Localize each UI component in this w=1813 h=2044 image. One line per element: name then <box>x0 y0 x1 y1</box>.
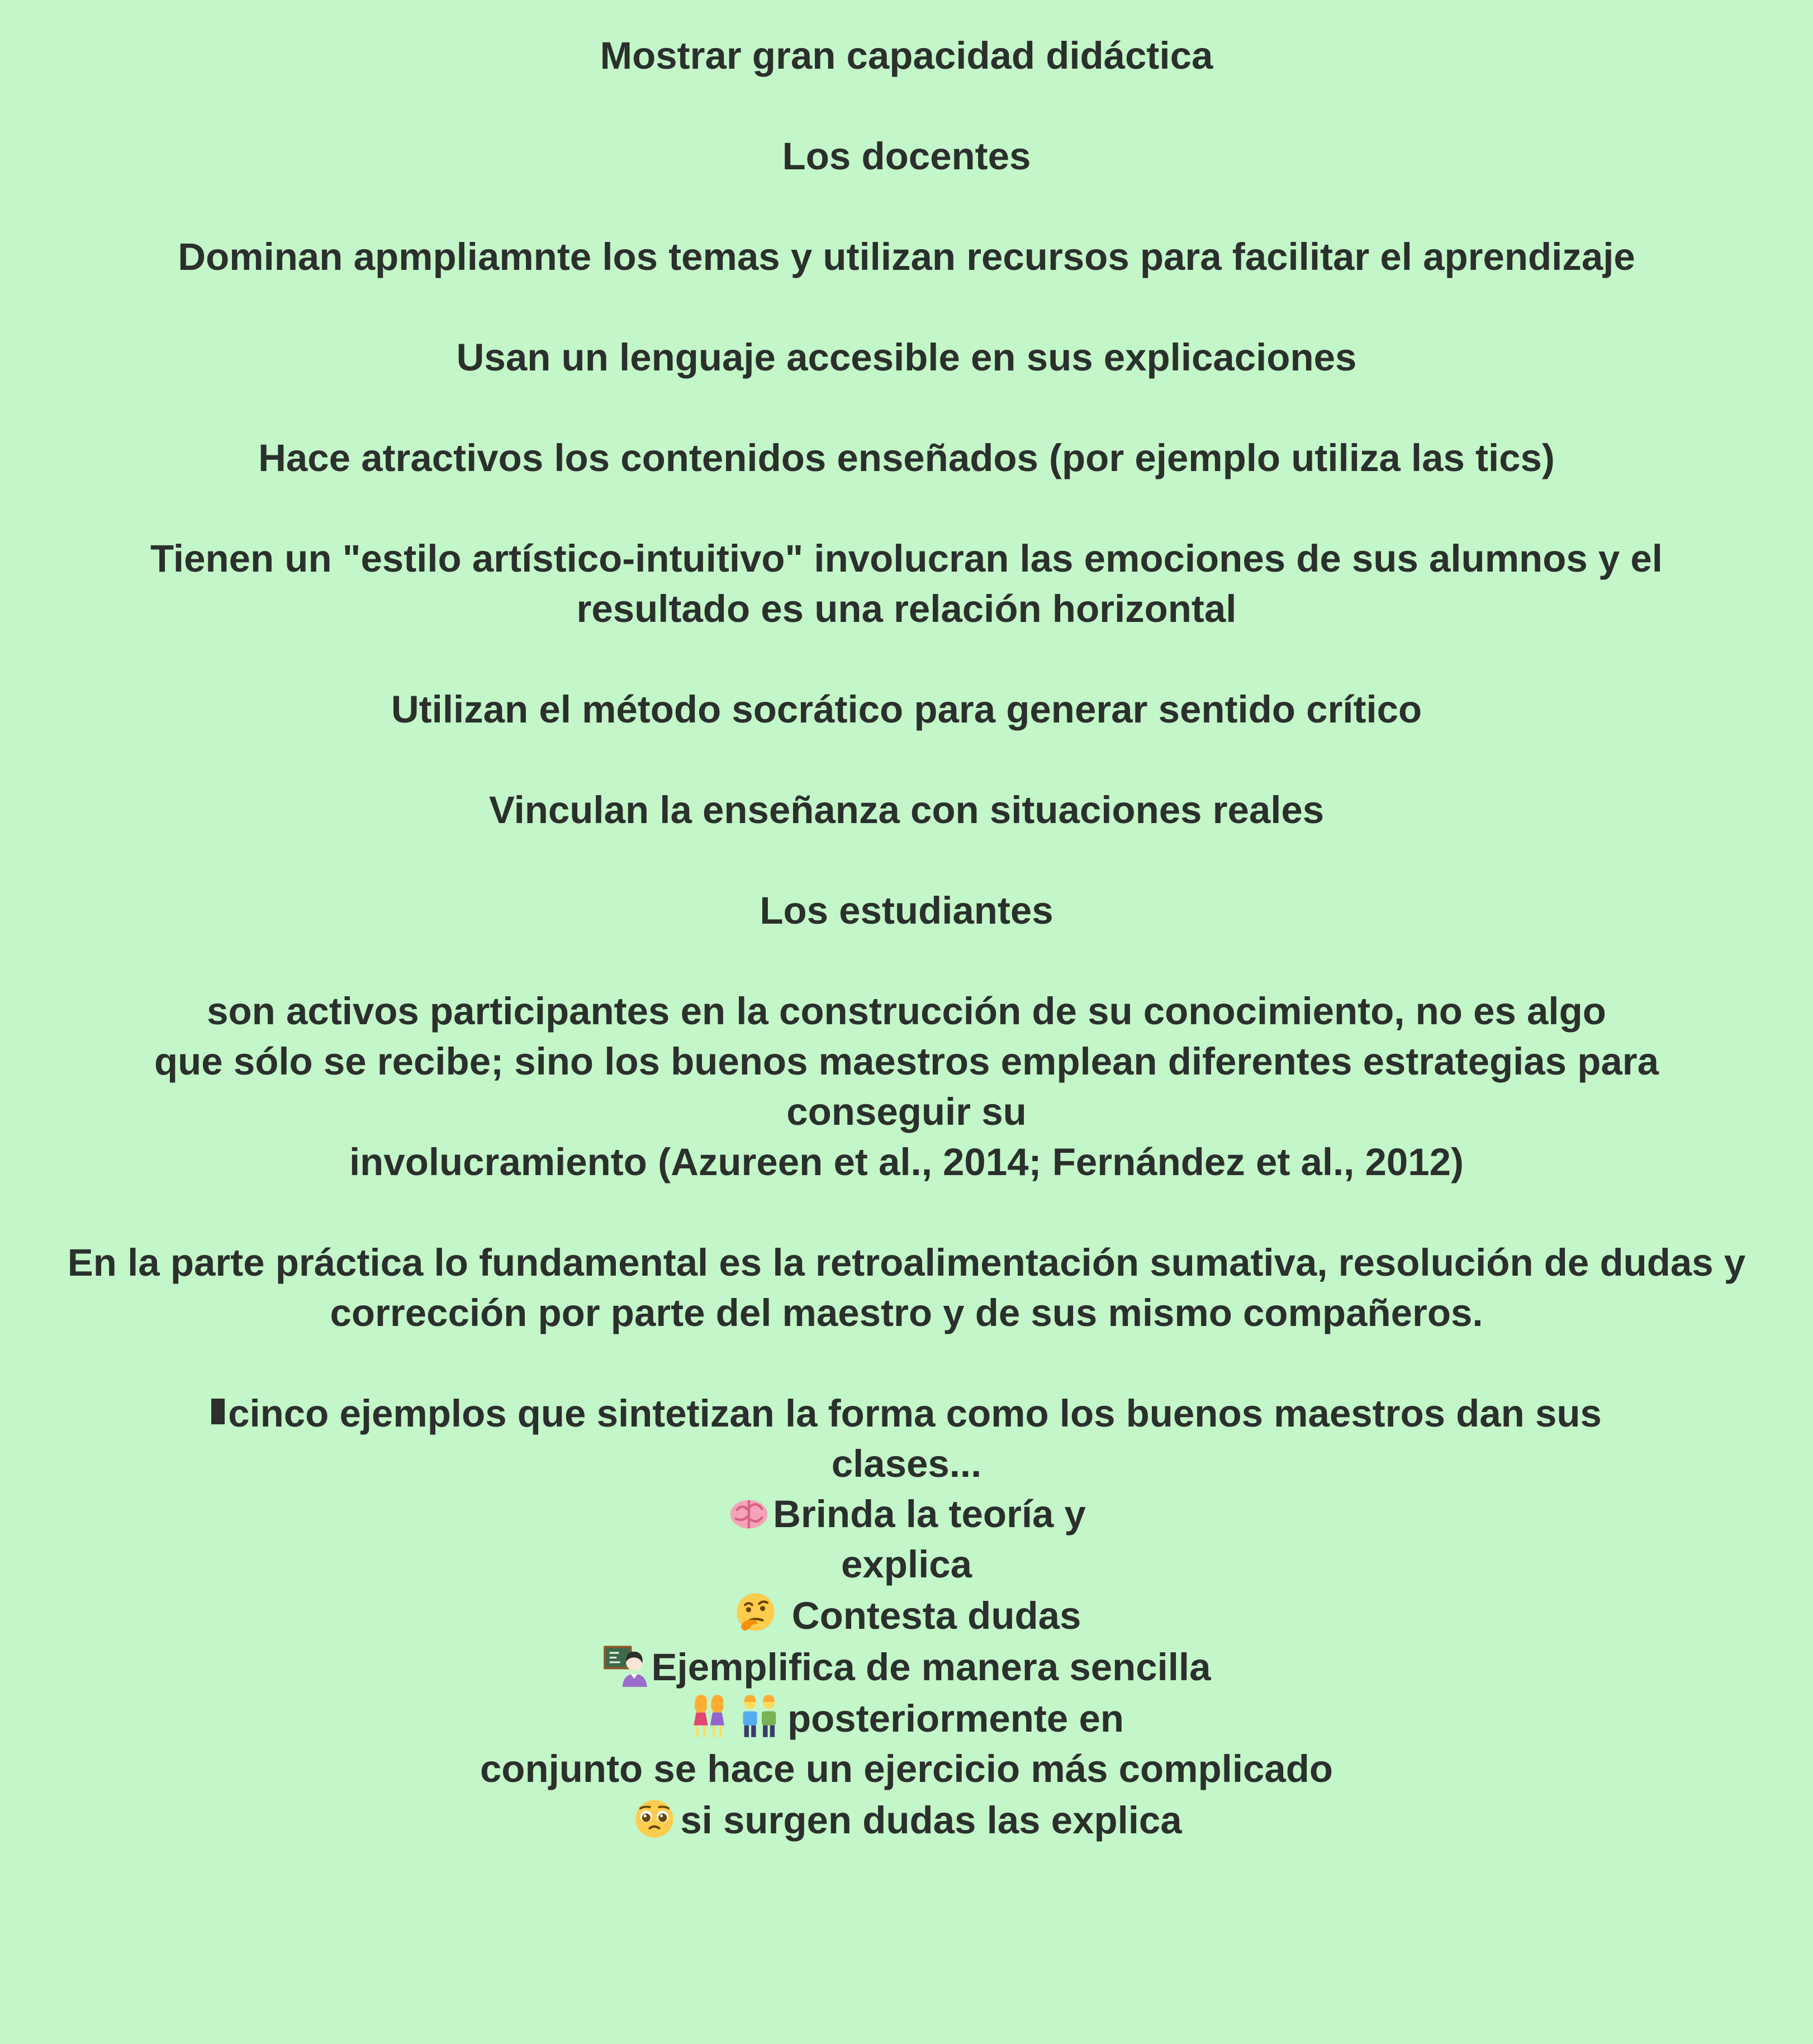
section-heading-docentes: Los docentes <box>782 135 1031 178</box>
estudiantes-line: involucramiento (Azureen et al., 2014; Fernández et al., 2012) <box>349 1140 1464 1183</box>
example-item-2 <box>40 1590 1773 1641</box>
example-line <box>40 1641 1773 1693</box>
example-text: Ejemplifica de manera sencilla <box>651 1646 1211 1689</box>
group-students-icon <box>689 1693 785 1739</box>
docentes-item-1: Dominan apmpliamnte los temas y utilizan recursos para facilitar el aprendizaje <box>178 235 1635 278</box>
example-item-4 <box>40 1693 1773 1794</box>
docentes-item-3: Hace atractivos los contenidos enseñados (por ejemplo utiliza las tics) <box>258 436 1555 479</box>
example-line: conjunto se hace un ejercicio más complicado <box>480 1747 1333 1790</box>
example-item-5 <box>40 1794 1773 1846</box>
pleading-face-icon <box>631 1794 678 1841</box>
example-text: Contesta dudas <box>781 1594 1081 1637</box>
estudiantes-line: conseguir su <box>786 1090 1027 1133</box>
page-title: Mostrar gran capacidad didáctica <box>600 34 1213 77</box>
examples-intro <box>158 1389 1655 1489</box>
examples-section <box>40 1389 1773 1846</box>
thinking-face-icon <box>732 1590 779 1637</box>
example-line <box>40 1794 1773 1846</box>
example-item-1 <box>40 1489 1773 1590</box>
docentes-item-4: Tienen un "estilo artístico-intuitivo" involucran las emociones de sus alumnos y el resultado es una relación horizontal <box>150 537 1663 630</box>
practica-paragraph: En la parte práctica lo fundamental es la retroalimentación sumativa, resolución de dudas y corrección por parte del maestro y de sus mismo compañeros. <box>67 1241 1746 1334</box>
example-line <box>40 1590 1773 1641</box>
example-line <box>40 1693 1773 1744</box>
example-item-3 <box>40 1641 1773 1693</box>
estudiantes-paragraph <box>68 986 1745 1187</box>
example-line <box>40 1489 1773 1539</box>
examples-intro-text: cinco ejemplos que sintetizan la forma como los buenos maestros dan sus clases... <box>228 1392 1602 1485</box>
section-heading-estudiantes: Los estudiantes <box>760 889 1053 932</box>
docentes-item-5: Utilizan el método socrático para generar sentido crítico <box>391 688 1422 731</box>
estudiantes-line: son activos participantes en la construcción de su conocimiento, no es algo <box>207 990 1606 1033</box>
docentes-item-2: Usan un lenguaje accesible en sus explicaciones <box>456 336 1357 379</box>
block-icon <box>211 1399 225 1424</box>
estudiantes-line: que sólo se recibe; sino los buenos maestros emplean diferentes estrategias para <box>154 1040 1659 1083</box>
example-text: si surgen dudas las explica <box>680 1799 1182 1842</box>
docentes-item-6: Vinculan la enseñanza con situaciones reales <box>488 788 1325 831</box>
example-text: posteriormente en <box>787 1697 1124 1740</box>
brain-icon <box>727 1491 771 1535</box>
example-line: explica <box>841 1543 972 1586</box>
example-text: Brinda la teoría y <box>773 1492 1086 1536</box>
teacher-icon <box>602 1641 649 1688</box>
